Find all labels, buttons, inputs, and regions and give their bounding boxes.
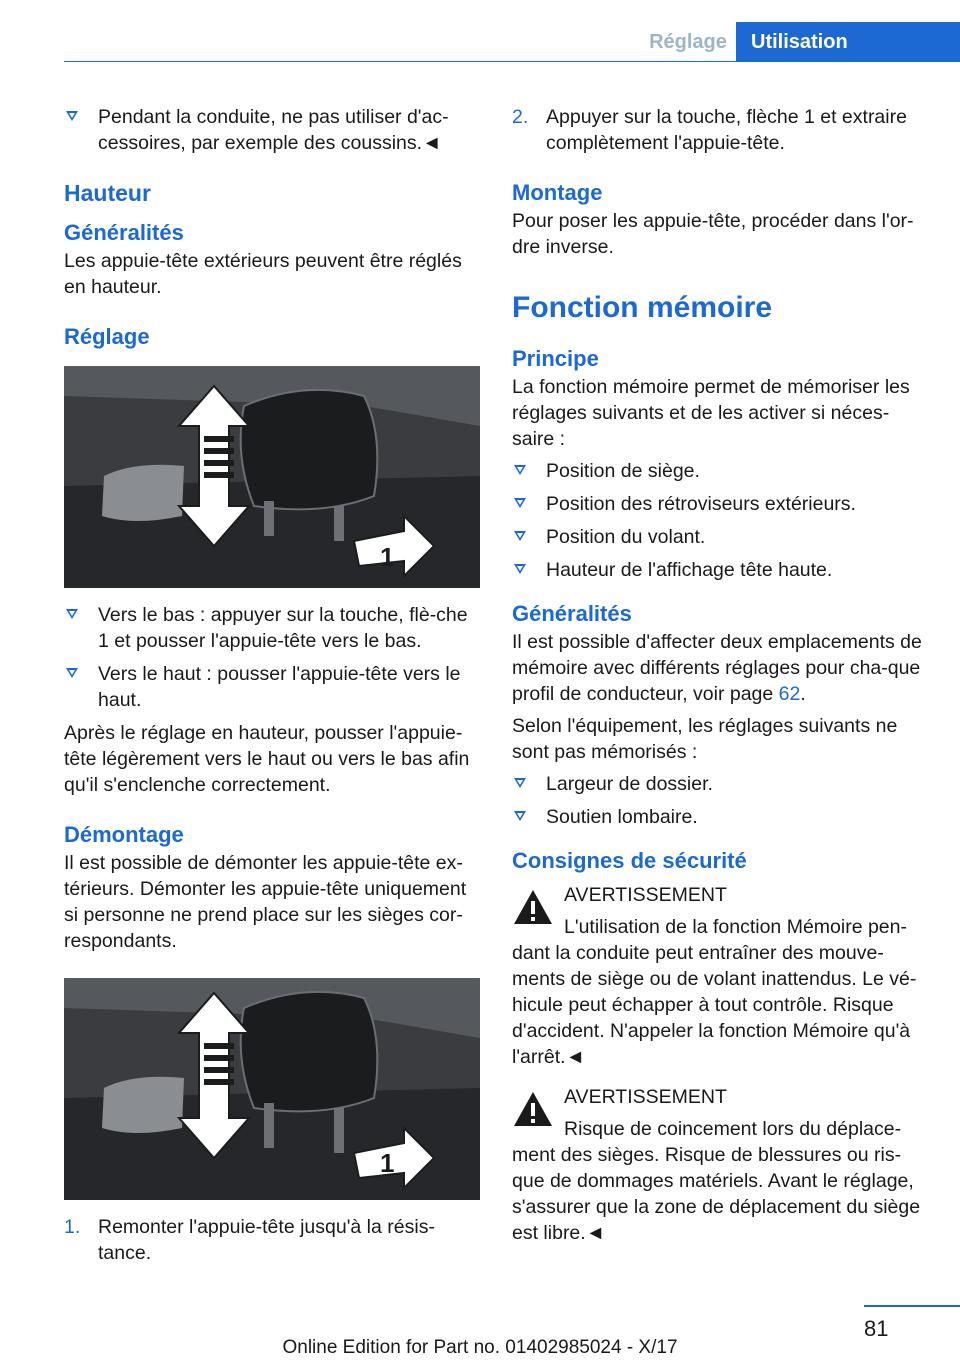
header-rule (64, 61, 960, 62)
headrest-remove-figure (64, 978, 480, 1200)
list-item: Position du volant. (512, 524, 930, 550)
heading-generalites-right: Généralités (512, 601, 632, 626)
list-item: Soutien lombaire. (512, 804, 930, 830)
figure-callout-1: 1 (380, 542, 395, 572)
warning-triangle-icon (512, 1090, 554, 1128)
figure-callout-1: 1 (380, 1148, 395, 1178)
warning-block (512, 882, 930, 1070)
heading-montage: Montage (512, 180, 603, 205)
page-number: 81 (864, 1316, 889, 1341)
heading-consignes: Consignes de sécurité (512, 848, 747, 873)
steps-list-right (512, 104, 930, 156)
heading-reglage: Réglage (64, 324, 150, 349)
bullet-list-principe (512, 458, 930, 583)
warning-block (512, 1084, 930, 1246)
headrest-adjust-figure (64, 366, 480, 588)
paragraph-generalites: Les appuie-tête extérieurs peuvent être réglés en hauteur. (64, 250, 462, 298)
triangle-bullet-icon (514, 465, 526, 475)
triangle-bullet-icon (66, 609, 78, 619)
edition-footer: Online Edition for Part no. 01402985024 - X/17 (282, 1337, 678, 1358)
warning-text: ment des sièges. Risque de blessures ou ris-que de dommages matériels. Avant le réglage, s'assurer que la zone de déplacement du siège est libre.◄ (512, 1144, 921, 1244)
list-item: Largeur de dossier. (512, 771, 930, 797)
heading-fonction-memoire: Fonction mémoire (512, 291, 773, 324)
list-item: 2. Appuyer sur la touche, flèche 1 et extraire complètement l'appuie-tête. (512, 106, 907, 154)
heading-generalites: Généralités (64, 220, 184, 245)
list-item: Position des rétroviseurs extérieurs. (512, 491, 930, 517)
warning-text: dant la conduite peut entraîner des mouve-ments de siège ou de volant inattendus. Le vé-hicule peut échapper à tout contrôle. Risque d'accident. N'appeler la fonction Mémoire qu'à l'arrêt.◄ (512, 942, 917, 1068)
page-link[interactable]: 62 (778, 683, 801, 705)
paragraph-demontage: Il est possible de démonter les appuie-tête ex-térieurs. Démonter les appuie-tête uniquement si personne ne prend place sur les sièges cor-respondants. (64, 852, 467, 952)
paragraph-montage: Pour poser les appuie-tête, procéder dans l'or-dre inverse. (512, 210, 914, 258)
triangle-bullet-icon (514, 778, 526, 788)
bullet-list-top (64, 104, 482, 156)
warning-title: AVERTISSEMENT (564, 884, 727, 906)
triangle-bullet-icon (514, 498, 526, 508)
triangle-bullet-icon (514, 531, 526, 541)
steps-list-left (64, 1214, 482, 1266)
heading-demontage: Démontage (64, 822, 184, 847)
paragraph-principe: La fonction mémoire permet de mémoriser les réglages suivants et de les activer si néces-saire : (512, 376, 910, 450)
bullet-list-selon (512, 771, 930, 830)
chapter-tab[interactable]: Utilisation (736, 22, 960, 62)
triangle-bullet-icon (514, 564, 526, 574)
paragraph-generalites-right: Il est possible d'affecter deux emplacements de mémoire avec différents réglages pour cha-que profil de conducteur, voir page 62. (512, 631, 922, 705)
footer-rule (864, 1305, 960, 1307)
warning-first-line: Risque de coincement lors du déplace- (564, 1118, 902, 1140)
triangle-bullet-icon (66, 668, 78, 678)
headrest-remove-illustration (64, 978, 480, 1200)
list-item: 1. Remonter l'appuie-tête jusqu'à la résis-tance. (64, 1216, 435, 1264)
list-item: Pendant la conduite, ne pas utiliser d'ac-cessoires, par exemple des coussins.◄ (64, 104, 482, 156)
list-item: Vers le bas : appuyer sur la touche, flè-che 1 et pousser l'appuie-tête vers le bas. (64, 602, 482, 654)
list-item: Position de siège. (512, 458, 930, 484)
left-column (64, 104, 482, 1273)
section-label: Réglage (649, 31, 727, 53)
headrest-illustration (64, 366, 480, 588)
page-header (0, 22, 960, 62)
list-item: Vers le haut : pousser l'appuie-tête vers le haut. (64, 661, 482, 713)
triangle-bullet-icon (514, 811, 526, 821)
paragraph-selon: Selon l'équipement, les réglages suivants ne sont pas mémorisés : (512, 715, 898, 763)
list-item: Hauteur de l'affichage tête haute. (512, 557, 930, 583)
heading-hauteur: Hauteur (64, 180, 151, 206)
warning-triangle-icon (512, 888, 554, 926)
warning-title: AVERTISSEMENT (564, 1086, 727, 1108)
bullet-list-reglage (64, 602, 482, 713)
triangle-bullet-icon (66, 111, 78, 121)
heading-principe: Principe (512, 346, 599, 371)
paragraph-apres: Après le réglage en hauteur, pousser l'appuie-tête légèrement vers le haut ou vers le bas afin qu'il s'enclenche correctement. (64, 722, 470, 796)
warning-first-line: L'utilisation de la fonction Mémoire pen- (564, 916, 907, 938)
right-column (512, 104, 930, 1246)
